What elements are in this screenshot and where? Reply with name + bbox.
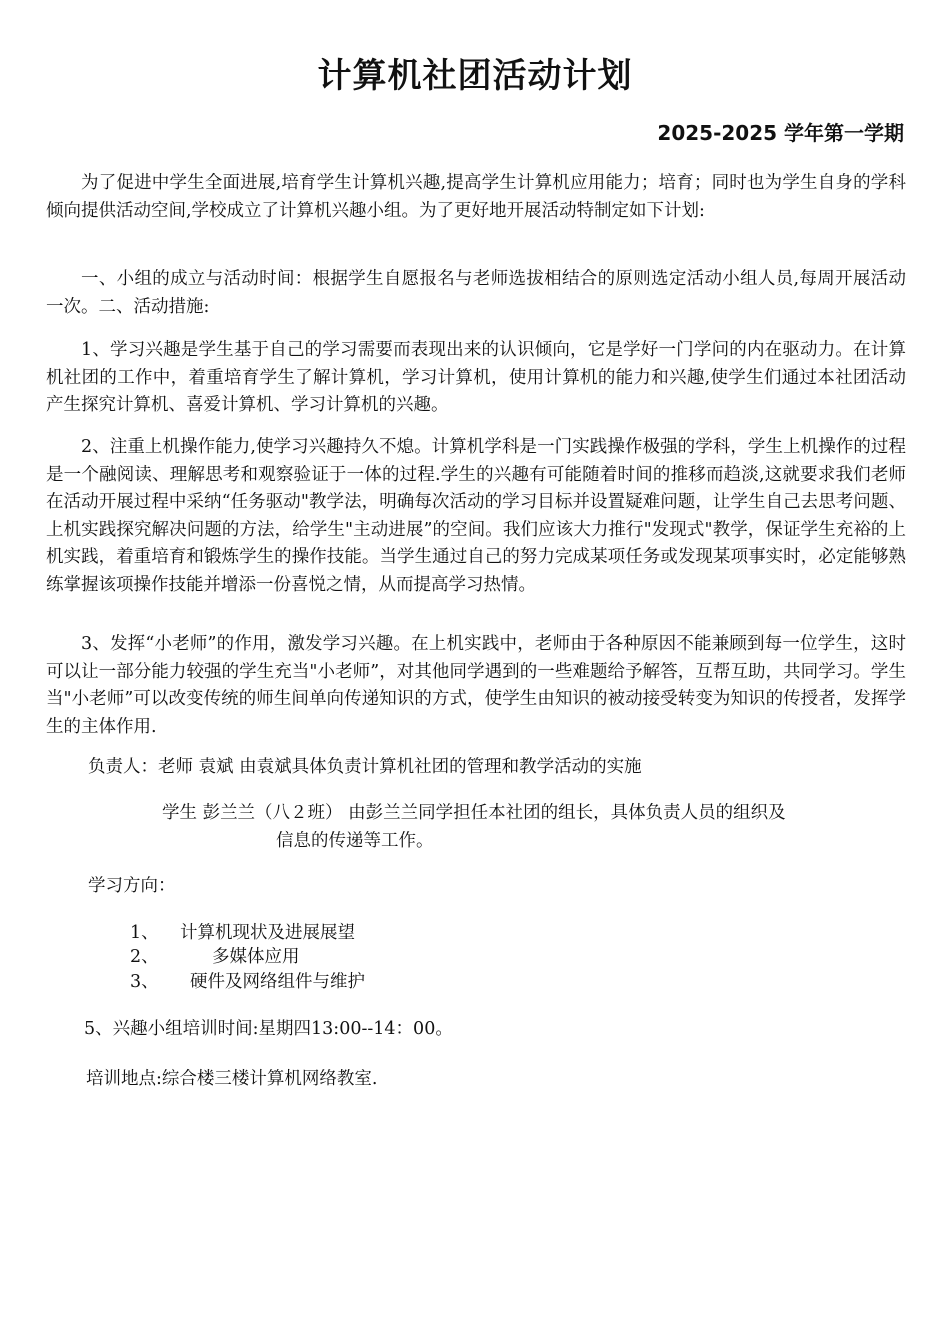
term-label: 2025-2025 学年第一学期 (657, 121, 904, 145)
responsible-teacher-line: 负责人：老师 袁斌 由袁斌具体负责计算机社团的管理和教学活动的实施 (88, 757, 642, 777)
list-item (130, 920, 355, 946)
list-item (130, 969, 365, 995)
list-item (130, 944, 300, 970)
training-time-line: 5、兴趣小组培训时间:星期四13:00--14：00。 (84, 1019, 453, 1039)
list-item-text: 计算机现状及进展展望 (180, 923, 355, 943)
measure-three-paragraph: 3、发挥“小老师”的作用，激发学习兴趣。在上机实践中，老师由于各种原因不能兼顾到每一位学生，这时可以让一部分能力较强的学生充当"小老师”，对其他同学遇到的一些难题给予解答，互帮互助，共同学习。学生当"小老师”可以改变传统的师生间单向传递知识的方式，使学生由知识的被动接受转变为知识的传授者，发挥学生的主体作用. (46, 634, 906, 737)
list-item-number: 1、 (130, 923, 159, 943)
section-one-paragraph: 一、小组的成立与活动时间：根据学生自愿报名与老师选拔相结合的原则选定活动小组人员,每周开展活动一次。二、活动措施: (46, 269, 906, 317)
list-item-number: 2、 (130, 947, 159, 967)
responsible-student-line2: 信息的传递等工作。 (276, 830, 434, 851)
training-place-line: 培训地点:综合楼三楼计算机网络教室. (86, 1069, 378, 1089)
page-title: 计算机社团活动计划 (317, 56, 633, 96)
responsible-student-line1: 学生 彭兰兰（八２班） 由彭兰兰同学担任本社团的组长，具体负责人员的组织及 (162, 803, 786, 823)
responsible-student-block (162, 800, 906, 855)
list-item-number: 3、 (130, 972, 159, 992)
list-item-text: 硬件及网络组件与维护 (190, 972, 365, 992)
intro-paragraph: 为了促进中学生全面进展,培育学生计算机兴趣,提高学生计算机应用能力；培育；同时也为学生自身的学科倾向提供活动空间,学校成立了计算机兴趣小组。为了更好地开展活动特制定如下计划: (46, 173, 906, 221)
direction-label: 学习方向： (88, 876, 176, 896)
measure-two-paragraph: 2、注重上机操作能力,使学习兴趣持久不熄。计算机学科是一门实践操作极强的学科，学生上机操作的过程是一个融阅读、理解思考和观察验证于一体的过程.学生的兴趣有可能随着时间的推移而趋淡,这就要求我们老师在活动开展过程中采纳“任务驱动"教学法，明确每次活动的学习目标并设置疑难问题，让学生自己去思考问题、上机实践探究解决问题的方法，给学生"主动进展”的空间。我们应该大力推行"发现式"教学，保证学生充裕的上机实践，着重培育和锻炼学生的操作技能。当学生通过自己的努力完成某项任务或发现某项事实时，必定能够熟练掌握该项操作技能并增添一份喜悦之情，从而提高学习热情。 (46, 437, 906, 595)
list-item-text: 多媒体应用 (212, 947, 300, 967)
measure-one-paragraph: 1、学习兴趣是学生基于自己的学习需要而表现出来的认识倾向，它是学好一门学问的内在驱动力。在计算机社团的工作中，着重培育学生了解计算机，学习计算机，使用计算机的能力和兴趣,使学生们通过本社团活动产生探究计算机、喜爱计算机、学习计算机的兴趣。 (46, 340, 906, 415)
